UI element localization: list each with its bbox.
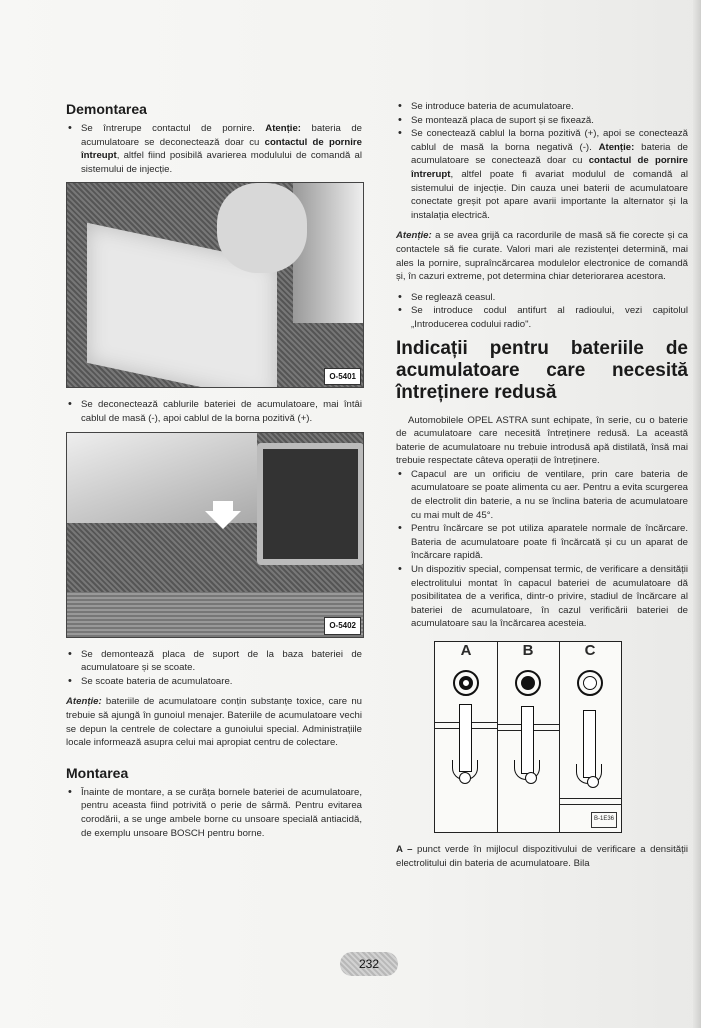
list-item: • Se montează placa de suport și se fixează.	[396, 114, 688, 128]
indicator-clear-icon	[577, 670, 603, 696]
list-item: • Pentru încărcare se pot utiliza aparatele normale de încărcare. Bateria de acumulatoare poate fi încărcată și cu un aparat de încărcare rapidă.	[396, 522, 688, 563]
page-number: 232	[340, 952, 398, 976]
diagram-panel-b: B	[497, 642, 560, 832]
heading-montarea: Montarea	[66, 764, 129, 781]
intro-paragraph: Automobilele OPEL ASTRA sunt echipate, în serie, cu o baterie de acumulatoare care necesită întreținere redusă. La această baterie de acumulatoare nu trebuie introdusă apă distilată, însă mai trebuie respectate câteva operații de întreținere.	[396, 414, 688, 467]
list-item: • Se întrerupe contactul de pornire. Atenție: bateria de acumulatoare se deconectează doar cu contactul de pornire întreupt, altfel fiind posibilă avarierea modulului de comandă al sistemului de injecție.	[66, 122, 362, 176]
photo-label: O-5401	[324, 368, 361, 386]
list-item: • Înainte de montare, a se curăța bornele bateriei de acumulatoare, pentru aceasta fiind potrivită o perie de sârmă. Pentru evitarea corodării, a se unge ambele borne cu unsoare specială antiacidă, de exemplu unsoare BOSCH pentru borne.	[66, 786, 362, 840]
list-item: • Se deconectează cablurile bateriei de acumulatoare, mai întâi cablul de masă (-), apoi cablul de la borna pozitivă (+).	[66, 398, 362, 425]
page-edge	[693, 0, 701, 1028]
support-plate-photo	[66, 432, 364, 638]
list-item: • Se conectează cablul la borna pozitivă (+), apoi se conectează cablul de masă la borna negativă (-). Atenție: bateria de acumulatoare se conectează doar cu contactul de pornire întrerupt, altfel poate fi avariat modulul de comandă al sistemului de injecție. Din cauza unei baterii de acumulatoare conectate greșit pot apare avarii importante la alternator și la instalația electrică.	[396, 127, 688, 222]
list-item: • Se reglează ceasul.	[396, 291, 688, 305]
diagram-caption: A – punct verde în mijlocul dispozitivului de verificare a densității electrolitului din bateria de acumulatoare. Bila	[396, 844, 688, 869]
diagram-panel-c: C B-1E36	[559, 642, 621, 832]
list-item: • Se introduce bateria de acumulatoare.	[396, 100, 688, 114]
list-item: • Un dispozitiv special, compensat termic, de verificare a densității electrolitului montat în capacul bateriei de acumulatoare dă posibilitatea de a verifica, dintr-o privire, stadiul de încărcare al bateriei de acumulatoare, în cazul verificării bateriei de acumulatoare sau la încărcarea acesteia.	[396, 563, 688, 631]
right-column	[396, 100, 688, 870]
diagram-panel-a: A	[435, 642, 498, 832]
warning-paragraph: Atenție: bateriile de acumulatoare conțin substanțe toxice, care nu trebuie să ajungă în gunoiul menajer. Bateriile de acumulatoare vechi se depun la centrele de colectare a gunoiului special. Administrațiile locale informează asupra celui mai apropiat centru de colectare.	[66, 696, 362, 749]
left-column	[66, 100, 362, 840]
demontarea-steps	[66, 122, 362, 176]
list-item: • Se scoate bateria de acumulatoare.	[66, 675, 362, 689]
indicator-green-dot-icon	[453, 670, 479, 696]
photo-label: O-5402	[324, 617, 361, 635]
hand-image	[217, 183, 307, 273]
list-item: • Capacul are un orificiu de ventilare, prin care bateria de acumulatoare se poate alimenta cu aer. Pentru a evita scurgerea de electrolit din baterie, a nu se înclina bateria de acumulatoare cu mai mult de 45°.	[396, 468, 688, 522]
heading-demontarea: Demontarea	[66, 101, 147, 117]
diagram-ref-label: B-1E36	[591, 812, 617, 828]
warning-paragraph: Atenție: a se avea grijă ca racordurile de masă să fie corecte și ca contactele să fie curate. Valori mari ale rezistenței determină, mai ales la pornire, supraîncărcarea modulelor electronice de comandă și, în cazuri extreme, pot determina chiar deteriorarea acestora.	[396, 230, 688, 283]
hydrometer-diagram	[434, 641, 622, 833]
battery-photo	[66, 182, 364, 388]
indicator-dark-icon	[515, 670, 541, 696]
list-item: • Se introduce codul antifurt al radioului, vezi capitolul „Introducerea codului radio".	[396, 304, 688, 331]
list-item: • Se demontează placa de suport de la baza bateriei de acumulatoare și se scoate.	[66, 648, 362, 675]
heading-indicatii: Indicații pentru bateriile de acumulatoare care necesită întreținere redusă	[396, 337, 688, 403]
